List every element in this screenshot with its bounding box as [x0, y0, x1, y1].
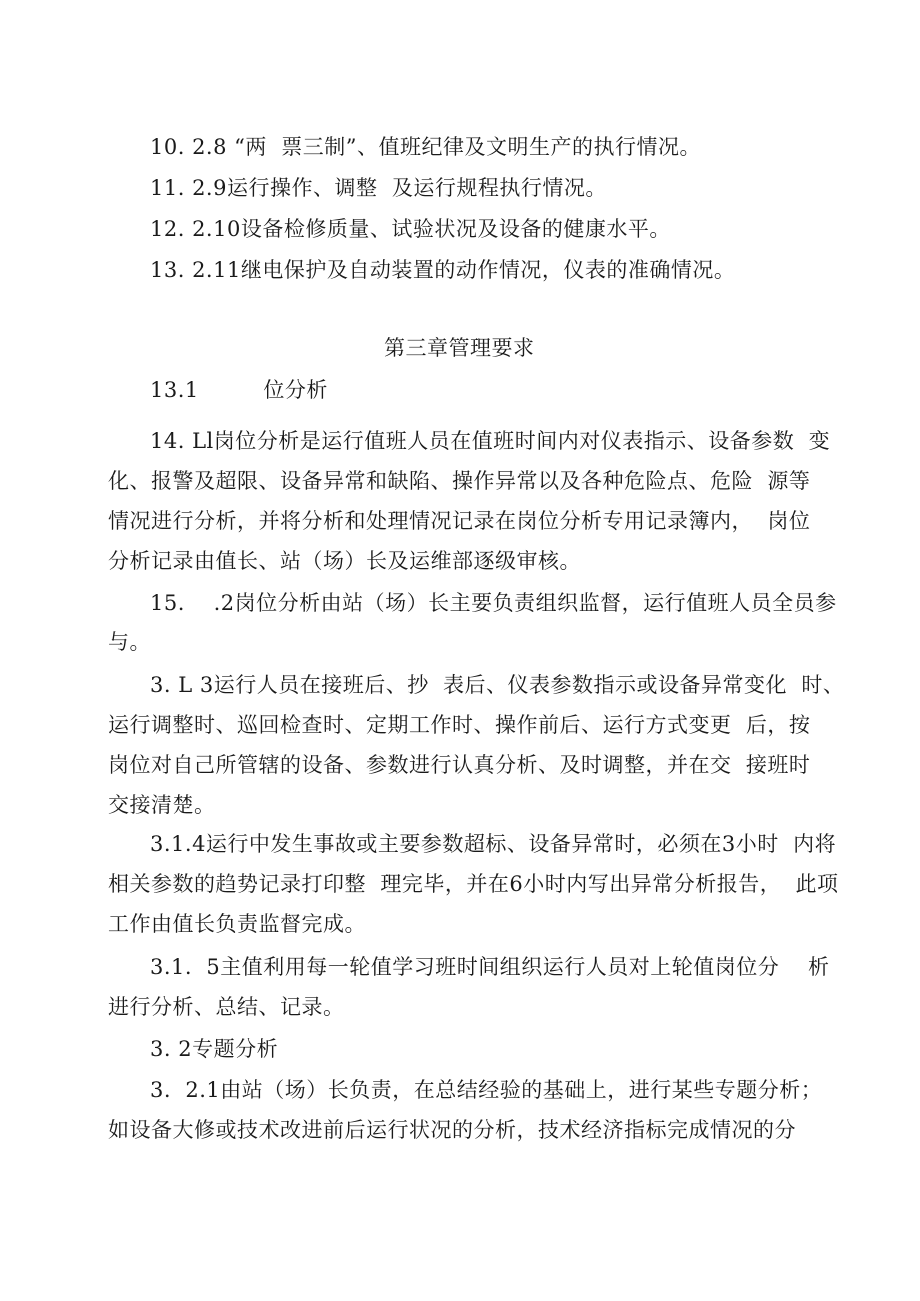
paragraph-line: 3.1.4运行中发生事故或主要参数超标、设备异常时，必须在3小时 内将	[150, 832, 837, 856]
paragraph-line: 14. Ll岗位分析是运行值班人员在值班时间内对仪表指示、设备参数 变	[150, 429, 831, 453]
chapter-title: 第三章管理要求	[384, 336, 535, 360]
item-10-line: 10. 2.8 “两 票三制”、值班纪律及文明生产的执行情况。	[150, 135, 701, 159]
paragraph-line: 工作由值长负责监督完成。	[108, 912, 366, 936]
section-heading: 3. 2专题分析	[150, 1037, 279, 1061]
paragraph-line: 相关参数的趋势记录打印整 理完毕，并在6小时内写出异常分析报告， 此项	[108, 872, 839, 896]
paragraph-line: 15. .2岗位分析由站（场）长主要负责组织监督，运行值班人员全员参	[150, 591, 837, 615]
paragraph-line: 如设备大修或技术改进前后运行状况的分析，技术经济指标完成情况的分	[108, 1118, 796, 1142]
paragraph-line: 3.1. 5主值利用每一轮值学习班时间组织运行人员对上轮值岗位分 析	[150, 955, 830, 979]
paragraph-line: 分析记录由值长、站（场）长及运维部逐级审核。	[108, 549, 581, 573]
paragraph-line: 与。	[108, 630, 151, 654]
paragraph-line: 交接清楚。	[108, 793, 216, 817]
item-11-line: 11. 2.9运行操作、调整 及运行规程执行情况。	[150, 176, 607, 200]
section-heading: 13.1 位分析	[150, 378, 328, 402]
paragraph-line: 3. L 3运行人员在接班后、抄 表后、仪表参数指示或设备异常变化 时、	[150, 673, 845, 697]
paragraph-line: 进行分析、总结、记录。	[108, 995, 345, 1019]
paragraph-line: 3. 2.1由站（场）长负责，在总结经验的基础上，进行某些专题分析；	[150, 1078, 823, 1102]
item-12-line: 12. 2.10设备检修质量、试验状况及设备的健康水平。	[150, 217, 671, 241]
paragraph-line: 运行调整时、巡回检查时、定期工作时、操作前后、运行方式变更 后，按	[108, 713, 811, 737]
item-13-line: 13. 2.11继电保护及自动装置的动作情况，仪表的准确情况。	[150, 258, 736, 282]
paragraph-line: 情况进行分析，并将分析和处理情况记录在岗位分析专用记录簿内， 岗位	[108, 509, 811, 533]
paragraph-line: 化、报警及超限、设备异常和缺陷、操作异常以及各种危险点、危险 源等	[108, 469, 811, 493]
paragraph-line: 岗位对自己所管辖的设备、参数进行认真分析、及时调整，并在交 接班时	[108, 753, 811, 777]
